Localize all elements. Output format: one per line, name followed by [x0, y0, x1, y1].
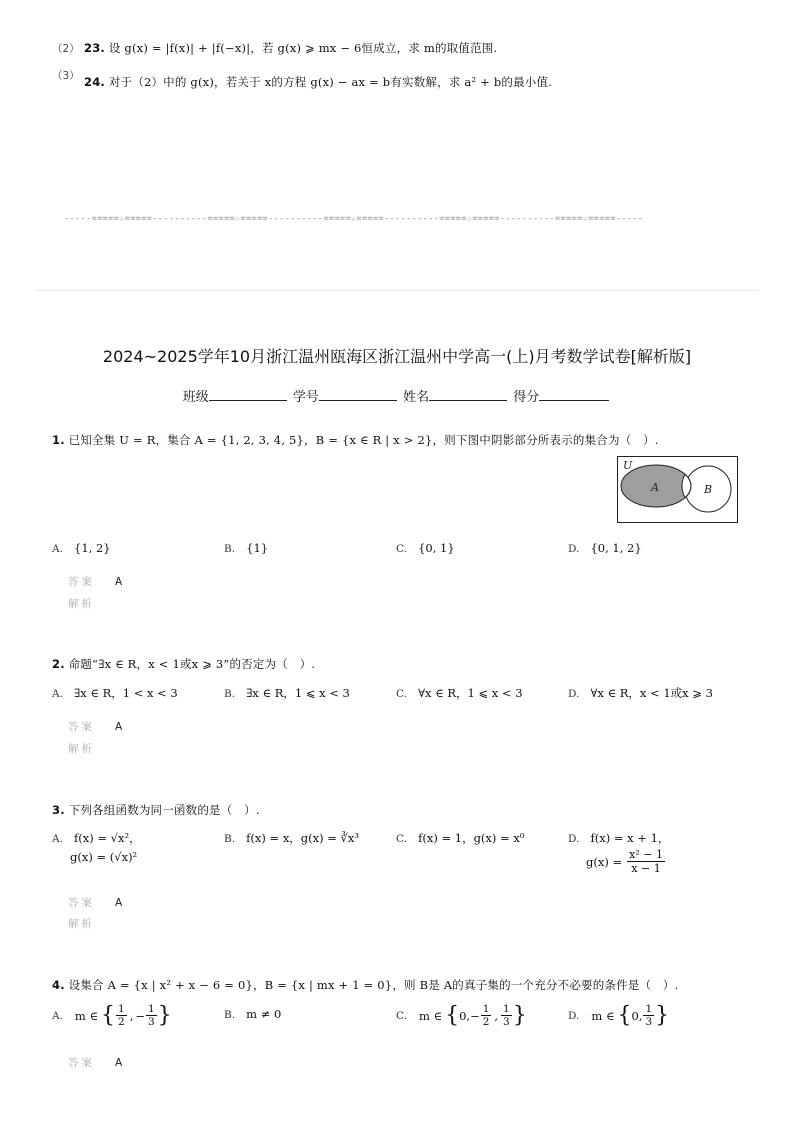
fraction-denominator: 2: [482, 1016, 490, 1028]
option-letter: C.: [396, 833, 407, 845]
q1-analysis-label[interactable]: 解析: [68, 598, 95, 610]
q3-option-b[interactable]: [224, 827, 359, 846]
minus-sign: −: [135, 1008, 145, 1023]
q1-answer: [68, 570, 122, 589]
fraction-numerator: 1: [645, 1003, 653, 1015]
option-fraction-line: [586, 848, 669, 875]
question-24-text: 对于（2）中的 g(x)，若关于 x的方程 g(x) − ax = b有实数解，求 a² + b的最小值.: [108, 75, 553, 89]
fraction-denominator: 3: [503, 1016, 510, 1028]
option-letter: A.: [52, 833, 63, 845]
q2-option-c[interactable]: [396, 682, 523, 701]
page-separator: [36, 290, 758, 291]
q2-answer: [68, 715, 122, 734]
fraction-numerator: 1: [118, 1003, 125, 1015]
right-brace: }: [512, 1002, 527, 1028]
option-text: ∃x ∈ R，1 < x < 3: [74, 686, 178, 700]
q4-option-a[interactable]: [52, 1003, 172, 1028]
question-3: [52, 802, 260, 818]
q1-option-c[interactable]: [396, 537, 455, 556]
field-name-label: 姓名: [403, 390, 430, 405]
q3-answer: [68, 891, 122, 910]
student-info-row: [0, 386, 794, 405]
q4-option-b[interactable]: [224, 1003, 281, 1022]
right-brace: }: [157, 1002, 172, 1028]
sub-label-3: （3）: [52, 70, 80, 82]
q2-option-a[interactable]: [52, 682, 178, 701]
option-text: ∀x ∈ R，x < 1或x ⩾ 3: [590, 686, 713, 700]
venn-label-b: B: [704, 483, 713, 496]
answer-label: 答案: [68, 576, 95, 588]
option-prefix: m ∈: [74, 1008, 98, 1023]
left-brace: {: [617, 1002, 632, 1028]
star-divider: -----=====☆=====----------=====☆=====----------=====☆=====----------=====☆=====----------=====☆=====-----: [64, 214, 644, 224]
comma: ,: [129, 1008, 134, 1023]
option-text: m ≠ 0: [246, 1007, 282, 1021]
q2-option-b[interactable]: [224, 682, 350, 701]
fraction-denominator: 3: [147, 1016, 155, 1028]
fraction: [643, 1003, 654, 1028]
q3-option-c[interactable]: [396, 827, 524, 846]
answer-value: A: [115, 1057, 123, 1069]
question-2-text: 命题“∃x ∈ R，x < 1或x ⩾ 3”的否定为（ ）.: [68, 657, 316, 671]
question-1: [52, 432, 659, 448]
question-4-text: 设集合 A = {x | x² + x − 6 = 0}，B = {x | mx + 1 = 0}，则 B是 A的真子集的一个充分不必要的条件是（ ）.: [68, 978, 679, 992]
option-prefix: g(x) =: [586, 854, 623, 869]
question-3-number: 3.: [52, 803, 65, 817]
answer-label: 答案: [68, 897, 95, 909]
q3-option-d[interactable]: [568, 827, 669, 875]
q1-option-a[interactable]: [52, 537, 111, 556]
field-score-blank[interactable]: [539, 388, 609, 401]
fraction: [481, 1003, 492, 1028]
field-id-blank[interactable]: [319, 388, 397, 401]
fraction-list: [115, 1003, 158, 1028]
right-brace: }: [655, 1002, 670, 1028]
q4-option-c[interactable]: [396, 1003, 527, 1028]
fraction-denominator: x − 1: [631, 862, 661, 875]
q1-option-d[interactable]: [568, 537, 642, 556]
q4-option-d[interactable]: [568, 1003, 669, 1028]
q3-analysis-label[interactable]: 解析: [68, 918, 95, 930]
fraction-numerator: x² − 1: [629, 848, 663, 861]
option-prefix: m ∈: [591, 1008, 615, 1023]
fraction: [116, 1003, 127, 1028]
option-letter: B.: [224, 1009, 236, 1021]
field-class-blank[interactable]: [209, 388, 287, 401]
fraction: [146, 1003, 157, 1028]
option-lead: 0,: [631, 1008, 643, 1023]
question-4: [52, 977, 678, 993]
option-text: ∀x ∈ R，1 ⩽ x < 3: [418, 686, 523, 700]
option-letter: A.: [52, 1009, 63, 1022]
option-prefix: m ∈: [419, 1008, 443, 1023]
option-letter: D.: [568, 1009, 580, 1022]
q3-option-a[interactable]: [52, 827, 141, 864]
option-letter: D.: [568, 543, 580, 555]
option-lead: 0,: [459, 1008, 471, 1023]
question-4-number: 4.: [52, 978, 65, 992]
fraction-denominator: 2: [118, 1016, 125, 1028]
fraction-numerator: 1: [482, 1003, 490, 1015]
fraction-list: [642, 1003, 655, 1028]
venn-label-a: A: [651, 481, 659, 494]
answer-value: A: [115, 576, 123, 588]
option-text-line2: g(x) = (√x)²: [70, 850, 138, 864]
fraction: [627, 848, 665, 875]
answer-value: A: [115, 721, 123, 733]
field-class-label: 班级: [182, 390, 209, 405]
fraction-numerator: 1: [147, 1003, 155, 1015]
question-24-number: 24.: [84, 75, 105, 89]
left-brace: {: [445, 1002, 460, 1028]
left-brace: {: [101, 1002, 115, 1028]
option-text: ∃x ∈ R，1 ⩽ x < 3: [246, 686, 350, 700]
option-letter: C.: [396, 688, 407, 700]
option-letter: A.: [52, 688, 63, 700]
fraction-denominator: 3: [645, 1016, 653, 1028]
field-score-label: 得分: [513, 390, 540, 405]
option-letter: D.: [568, 833, 580, 845]
comma: ,: [494, 1008, 499, 1023]
fraction: [501, 1003, 512, 1028]
option-text: {1}: [246, 541, 269, 555]
minus-sign: −: [470, 1008, 480, 1023]
venn-diagram: [617, 456, 739, 524]
option-text-line1: f(x) = √x²，: [74, 831, 141, 845]
option-letter: B.: [224, 688, 236, 700]
question-2: [52, 656, 315, 672]
question-3-text: 下列各组函数为同一函数的是（ ）.: [68, 803, 260, 817]
fraction-numerator: 1: [503, 1003, 510, 1015]
q2-analysis-label[interactable]: 解析: [68, 743, 95, 755]
fraction-list: [470, 1003, 513, 1028]
option-text-line1: f(x) = x + 1，: [590, 831, 670, 845]
option-letter: B.: [224, 833, 236, 845]
question-1-text: 已知全集 U = R，集合 A = {1, 2, 3, 4, 5}，B = {x ∈ R | x > 2}，则下图中阴影部分所表示的集合为（ ）.: [68, 433, 659, 447]
q1-option-b[interactable]: [224, 537, 268, 556]
option-letter: C.: [396, 1009, 407, 1022]
option-letter: B.: [224, 543, 236, 555]
answer-label: 答案: [68, 1057, 95, 1069]
question-23-number: 23.: [84, 41, 105, 55]
question-1-number: 1.: [52, 433, 65, 447]
option-letter: A.: [52, 543, 63, 555]
exam-title: 2024~2025学年10月浙江温州瓯海区浙江温州中学高一(上)月考数学试卷[解析版]: [102, 347, 692, 366]
question-24: [84, 74, 552, 90]
question-23: [84, 40, 497, 56]
q4-answer: [68, 1051, 122, 1070]
option-text: {0, 1}: [418, 541, 455, 555]
venn-label-u: U: [623, 459, 633, 472]
q2-option-d[interactable]: [568, 682, 713, 701]
option-text: {0, 1, 2}: [590, 541, 642, 555]
sub-label-2: （2）: [52, 43, 80, 55]
question-2-number: 2.: [52, 657, 65, 671]
option-text: f(x) = x，g(x) = ∛x³: [246, 831, 359, 845]
question-23-text: 设 g(x) = |f(x)| + |f(−x)|，若 g(x) ⩾ mx − 6恒成立，求 m的取值范围.: [108, 41, 498, 55]
option-letter: C.: [396, 543, 407, 555]
option-text: {1, 2}: [74, 541, 111, 555]
answer-value: A: [115, 897, 123, 909]
field-name-blank[interactable]: [429, 388, 507, 401]
option-text: f(x) = 1，g(x) = x⁰: [418, 831, 525, 845]
field-id-label: 学号: [292, 390, 319, 405]
answer-label: 答案: [68, 721, 95, 733]
option-letter: D.: [568, 688, 580, 700]
